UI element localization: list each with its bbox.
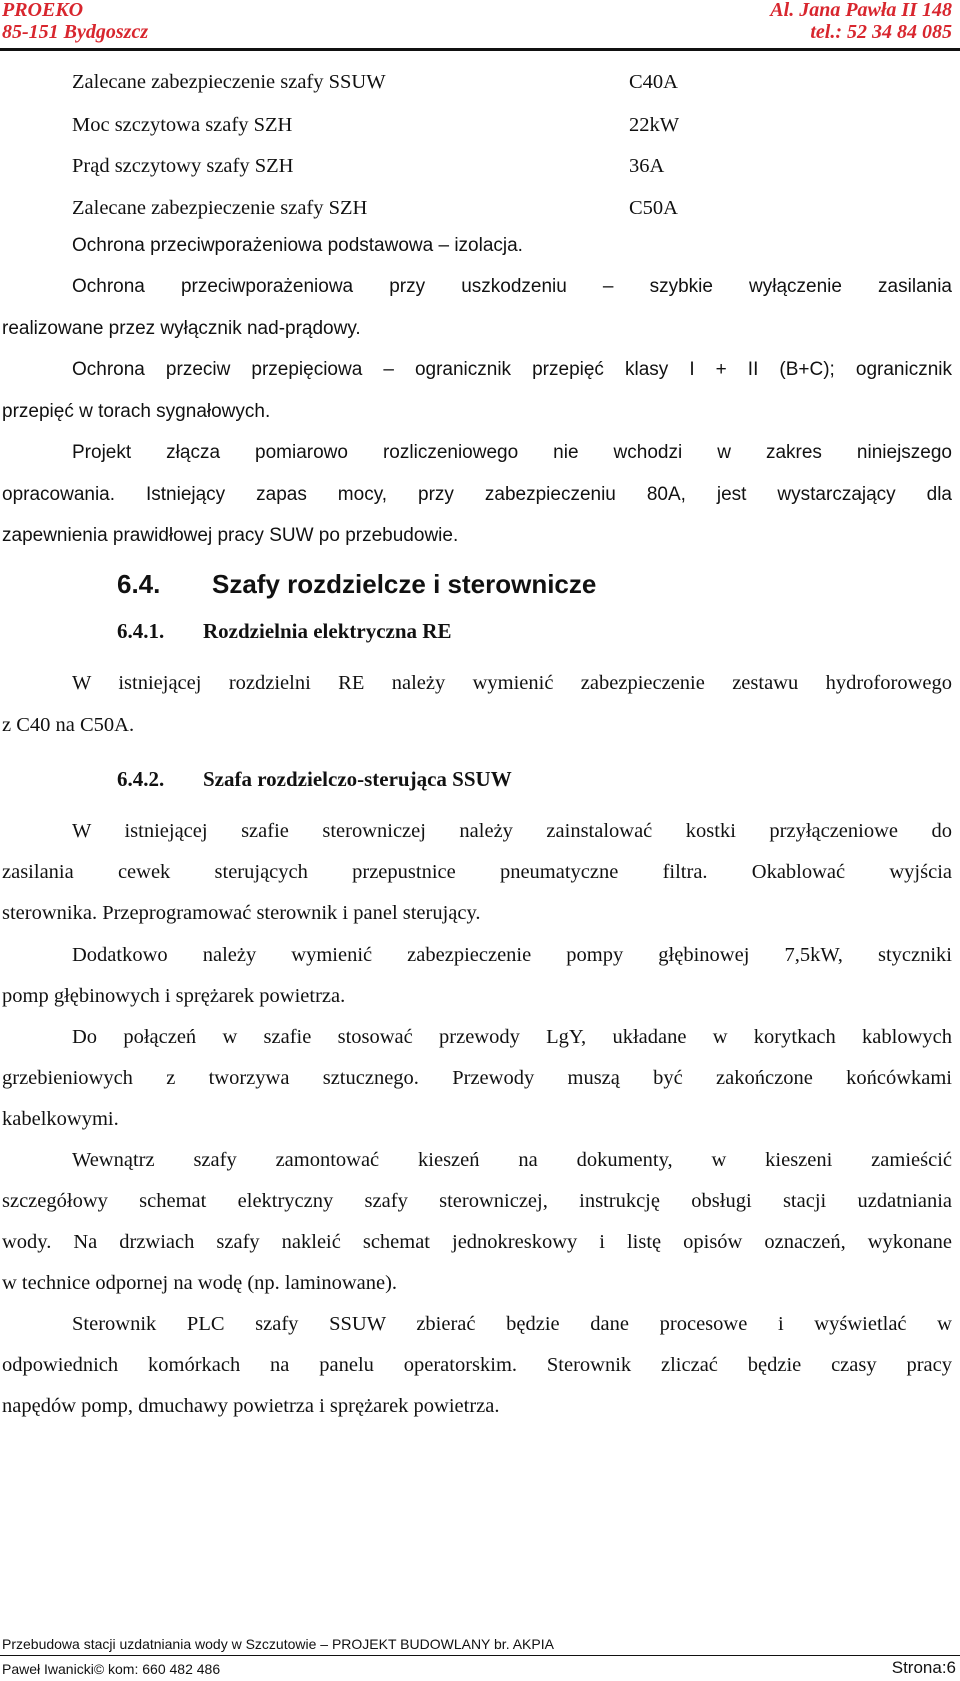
ssuw-p3-line2: grzebieniowych z tworzywa sztucznego. Przewody muszą być zakończone końcówkami	[2, 1067, 952, 1089]
param-label: Zalecane zabezpieczenie szafy SSUW	[72, 71, 386, 93]
param-label: Zalecane zabezpieczenie szafy SZH	[72, 197, 368, 219]
company-phone: tel.: 52 34 84 085	[810, 21, 952, 43]
footer-page-number: Strona:6	[891, 1658, 956, 1677]
subsection-title: Rozdzielnia elektryczna RE	[203, 619, 452, 643]
protection-surge-line2: przepięć w torach sygnałowych.	[2, 401, 271, 422]
protection-fault-line1: Ochrona przeciwporażeniowa przy uszkodzeniu – szybkie wyłączenie zasilania	[72, 276, 952, 297]
protection-surge-line1: Ochrona przeciw przepięciowa – ogranicznik przepięć klasy I + II (B+C); ogranicznik	[72, 359, 952, 380]
protection-fault-line2: realizowane przez wyłącznik nad-prądowy.	[2, 318, 361, 339]
re-paragraph-line1: W istniejącej rozdzielni RE należy wymienić zabezpieczenie zestawu hydroforowego	[72, 672, 952, 694]
subsection-title: Szafa rozdzielczo-sterująca SSUW	[203, 767, 512, 791]
ssuw-p5-line1: Sterownik PLC szafy SSUW zbierać będzie dane procesowe i wyświetlać w	[72, 1313, 952, 1335]
ssuw-p1-line1: W istniejącej szafie sterowniczej należy zainstalować kostki przyłączeniowe do	[72, 820, 952, 842]
project-note-line2: opracowania. Istniejący zapas mocy, przy zabezpieczeniu 80A, jest wystarczający dla	[2, 484, 952, 505]
param-value: C50A	[629, 197, 678, 219]
page-header	[0, 0, 960, 48]
company-city: 85-151 Bydgoszcz	[2, 21, 149, 43]
footer-project: Przebudowa stacji uzdatniania wody w Szczutowie – PROJEKT BUDOWLANY br. AKPIA	[2, 1636, 554, 1652]
ssuw-p5-line2: odpowiednich komórkach na panelu operatorskim. Sterownik zliczać będzie czasy pracy	[2, 1354, 952, 1376]
ssuw-p2-line2: pomp głębinowych i sprężarek powietrza.	[2, 985, 346, 1007]
ssuw-p4-line4: w technice odpornej na wodę (np. laminowane).	[2, 1272, 398, 1294]
ssuw-p4-line2: szczegółowy schemat elektryczny szafy sterowniczej, instrukcję obsługi stacji uzdatniania	[2, 1190, 952, 1212]
ssuw-p3-line1: Do połączeń w szafie stosować przewody LgY, układane w korytkach kablowych	[72, 1026, 952, 1048]
ssuw-p3-line3: kabelkowymi.	[2, 1108, 119, 1130]
company-street: Al. Jana Pawła II 148	[770, 0, 952, 21]
footer-divider	[0, 1655, 960, 1656]
param-value: 22kW	[629, 114, 680, 136]
section-title: Szafy rozdzielcze i sterownicze	[212, 569, 597, 599]
ssuw-p4-line1: Wewnątrz szafy zamontować kieszeń na dokumenty, w kieszeni zamieścić	[72, 1149, 952, 1171]
project-note-line1: Projekt złącza pomiarowo rozliczeniowego nie wchodzi w zakres niniejszego	[72, 442, 952, 463]
re-paragraph-line2: z C40 na C50A.	[2, 714, 135, 736]
subsection-number: 6.4.1.	[117, 619, 165, 643]
param-label: Moc szczytowa szafy SZH	[72, 114, 293, 136]
subsection-number: 6.4.2.	[117, 767, 165, 791]
footer-author: Paweł Iwanicki© kom: 660 482 486	[2, 1661, 221, 1677]
ssuw-p1-line2: zasilania cewek sterujących przepustnice pneumatyczne filtra. Okablować wyjścia	[2, 861, 952, 883]
company-name: PROEKO	[2, 0, 84, 21]
param-value: 36A	[629, 155, 665, 177]
project-note-line3: zapewnienia prawidłowej pracy SUW po przebudowie.	[2, 525, 459, 546]
param-value: C40A	[629, 71, 678, 93]
header-divider	[0, 48, 960, 51]
ssuw-p1-line3: sterownika. Przeprogramować sterownik i panel sterujący.	[2, 902, 481, 924]
param-label: Prąd szczytowy szafy SZH	[72, 155, 294, 177]
ssuw-p5-line3: napędów pomp, dmuchawy powietrza i sprężarek powietrza.	[2, 1395, 500, 1417]
protection-basic: Ochrona przeciwporażeniowa podstawowa – izolacja.	[72, 235, 523, 256]
section-number: 6.4.	[117, 569, 161, 599]
ssuw-p2-line1: Dodatkowo należy wymienić zabezpieczenie pompy głębinowej 7,5kW, styczniki	[72, 944, 952, 966]
ssuw-p4-line3: wody. Na drzwiach szafy nakleić schemat jednokreskowy i listę opisów oznaczeń, wykonane	[2, 1231, 952, 1253]
